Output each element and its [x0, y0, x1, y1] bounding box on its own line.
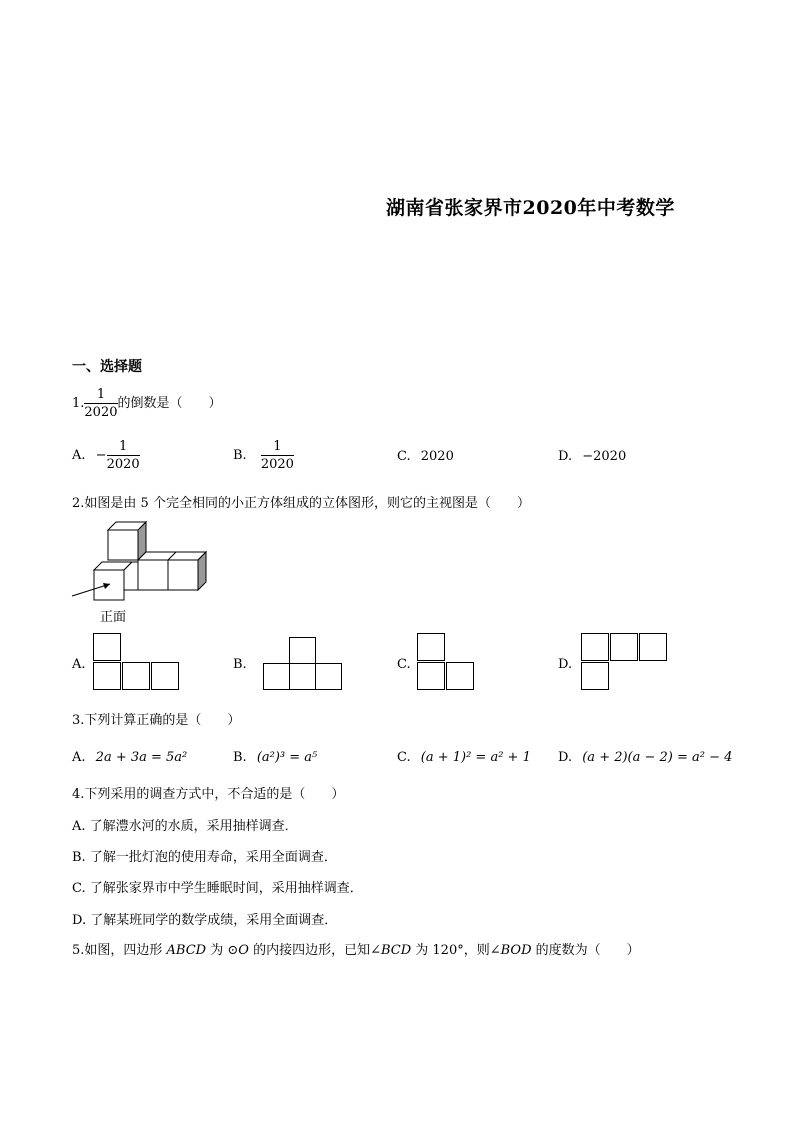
circle-name: ⊙O: [227, 943, 249, 958]
q3-option-a: [72, 748, 187, 768]
option-formula: 2a + 3a = 5a²: [95, 750, 188, 765]
minus-sign: −: [95, 448, 107, 463]
question-4: 4.下列采用的调查方式中，不合适的是（ ）: [72, 787, 345, 802]
option-label: D.: [558, 449, 573, 464]
q3-option-b: [233, 748, 317, 768]
q4-option-a: A. 了解澧水河的水质，采用抽样调查．: [72, 819, 298, 834]
q2-option-d-label: D.: [558, 657, 573, 672]
option-label: C.: [397, 449, 411, 464]
front-view-label: 正面: [100, 610, 127, 625]
q2-option-a-label: A.: [72, 657, 86, 672]
quadrilateral-name: ABCD: [166, 943, 207, 958]
stem-text: 的内接四边形，已知∠: [248, 943, 381, 958]
fraction-numerator: 1: [84, 386, 117, 404]
stem-text: 为: [206, 943, 228, 958]
q3-option-d: [558, 748, 732, 768]
option-text: 2020: [420, 449, 454, 464]
square: [93, 662, 121, 690]
square: [581, 662, 609, 690]
option-label: D.: [558, 750, 573, 765]
square: [581, 633, 609, 661]
question-number: 1.: [72, 396, 85, 411]
square: [289, 663, 316, 690]
square: [93, 633, 121, 661]
stem-text: 的度数为（ ）: [531, 943, 640, 958]
fraction-denominator: 2020: [260, 457, 294, 472]
q1-option-c: [397, 447, 454, 467]
option-label: A.: [72, 448, 86, 463]
section-heading: 一、选择题: [72, 359, 142, 375]
page-title: 湖南省张家界市2020年中考数学: [386, 197, 675, 219]
fraction: [261, 438, 294, 473]
square: [417, 633, 445, 661]
square: [122, 662, 150, 690]
square: [610, 633, 638, 661]
fraction-numerator: 1: [261, 438, 294, 456]
q4-option-b: B. 了解一批灯泡的使用寿命，采用全面调查．: [72, 850, 337, 865]
question-5: [72, 941, 640, 961]
question-1: [72, 386, 222, 421]
option-formula: (a + 1)² = a² + 1: [420, 750, 531, 765]
square: [289, 637, 316, 664]
q4-option-c: C. 了解张家界市中学生睡眠时间，采用抽样调查．: [72, 881, 363, 896]
square: [263, 663, 290, 690]
option-label: C.: [397, 750, 411, 765]
angle-name: BCD: [380, 943, 412, 958]
square: [315, 663, 342, 690]
stem-text: 5.如图，四边形: [72, 943, 167, 958]
fraction-numerator: 1: [107, 438, 140, 456]
q3-option-c: [397, 748, 531, 768]
stem-text: 为 120°，则∠: [411, 943, 501, 958]
fraction-denominator: 2020: [106, 457, 140, 472]
q2-option-c-label: C.: [397, 657, 411, 672]
fraction: [107, 438, 140, 473]
option-formula: (a + 2)(a − 2) = a² − 4: [582, 750, 733, 765]
option-formula: (a²)³ = a⁵: [256, 750, 318, 765]
option-label: A.: [72, 750, 86, 765]
angle-name: BOD: [500, 943, 532, 958]
square: [446, 662, 474, 690]
option-text: −2020: [582, 449, 627, 464]
square: [417, 662, 445, 690]
question-stem: 的倒数是（ ）: [117, 396, 222, 411]
q1-option-a: [72, 438, 140, 473]
cube-figure: [70, 518, 220, 608]
square: [151, 662, 179, 690]
question-3: 3.下列计算正确的是（ ）: [72, 713, 241, 728]
option-label: B.: [233, 448, 247, 463]
q2-option-b-label: B.: [233, 657, 247, 672]
q1-option-b: [233, 438, 294, 473]
q1-option-d: [558, 447, 626, 467]
fraction-denominator: 2020: [84, 405, 118, 420]
option-label: B.: [233, 750, 247, 765]
q4-option-d: D. 了解某班同学的数学成绩，采用全面调查．: [72, 913, 338, 928]
fraction: [84, 386, 117, 421]
question-2: 2.如图是由 5 个完全相同的小正方体组成的立体图形，则它的主视图是（ ）: [72, 496, 530, 511]
square: [639, 633, 667, 661]
